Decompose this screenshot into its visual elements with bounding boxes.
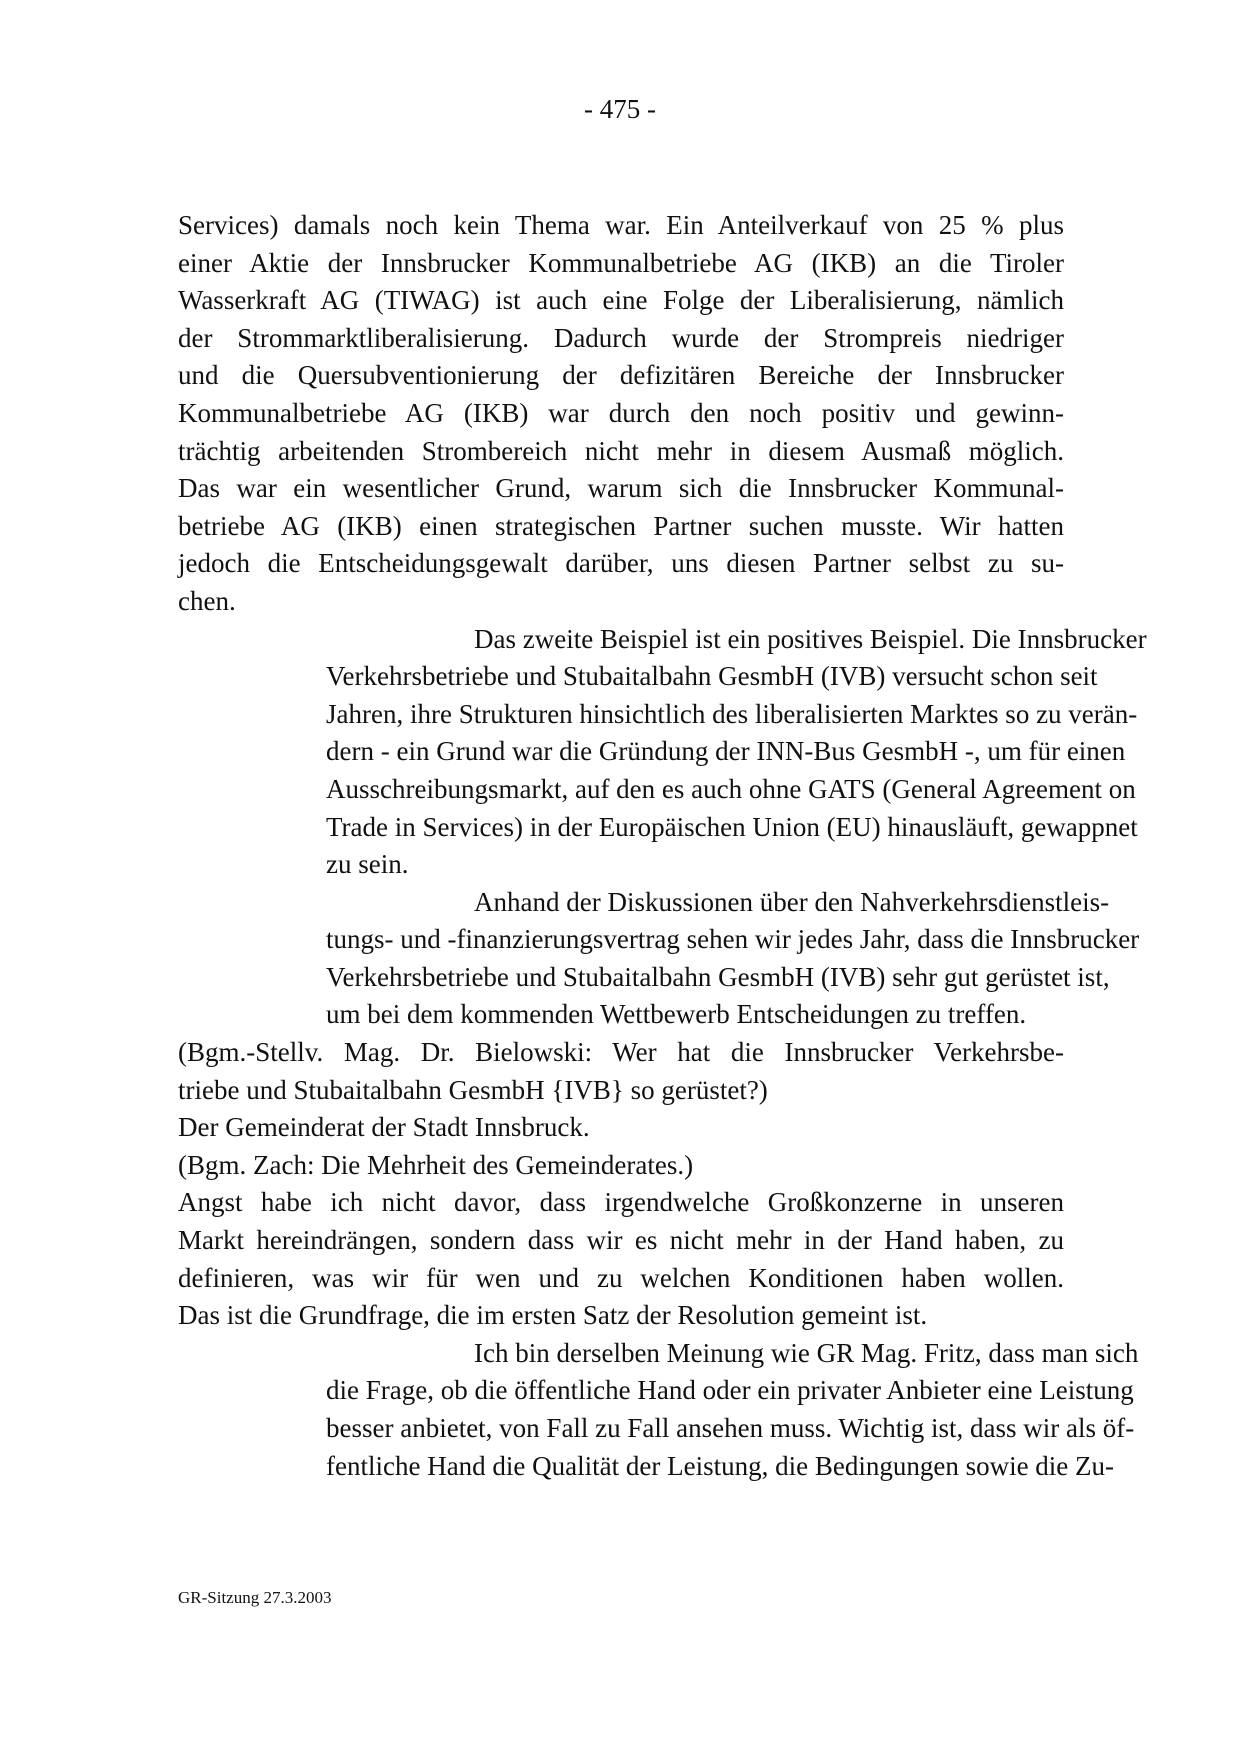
text-line: um bei dem kommenden Wettbewerb Entscheidungen zu treffen. xyxy=(326,999,1027,1030)
text-line: einer Aktie der Innsbrucker Kommunalbetriebe AG (IKB) an die Tiroler xyxy=(178,247,1064,278)
text-line: Der Gemeinderat der Stadt Innsbruck. xyxy=(178,1112,590,1143)
text-line: Das zweite Beispiel ist ein positives Beispiel. Die Innsbrucker xyxy=(474,623,1147,654)
text-line: Ich bin derselben Meinung wie GR Mag. Fritz, dass man sich xyxy=(474,1337,1139,1368)
text-line: die Frage, ob die öffentliche Hand oder ein privater Anbieter eine Leistung xyxy=(326,1375,1134,1406)
text-line: Verkehrsbetriebe und Stubaitalbahn GesmbH (IVB) sehr gut gerüstet ist, xyxy=(326,961,1110,992)
text-line: triebe und Stubaitalbahn GesmbH {IVB} so gerüstet?) xyxy=(178,1074,768,1105)
paragraph xyxy=(178,1034,1064,1109)
text-line: jedoch die Entscheidungsgewalt darüber, uns diesen Partner selbst zu su- xyxy=(178,548,1064,579)
text-line: Anhand der Diskussionen über den Nahverkehrsdienstleis- xyxy=(474,886,1110,917)
text-line: trächtig arbeitenden Strombereich nicht mehr in diesem Ausmaß möglich. xyxy=(178,435,1064,466)
text-line: der Strommarktliberalisierung. Dadurch wurde der Strompreis niedriger xyxy=(178,322,1064,353)
body-text xyxy=(178,207,1147,1485)
text-line: zu sein. xyxy=(326,849,409,880)
text-line: Markt hereindrängen, sondern dass wir es nicht mehr in der Hand haben, zu xyxy=(178,1225,1064,1256)
text-line: Ausschreibungsmarkt, auf den es auch ohne GATS (General Agreement on xyxy=(326,773,1136,804)
text-line: chen. xyxy=(178,585,236,616)
text-line: tungs- und -finanzierungsvertrag sehen wir jedes Jahr, dass die Innsbrucker xyxy=(326,924,1140,955)
text-line: Das war ein wesentlicher Grund, warum sich die Innsbrucker Kommunal- xyxy=(178,473,1064,504)
text-line: betriebe AG (IKB) einen strategischen Partner suchen musste. Wir hatten xyxy=(178,510,1064,541)
paragraph xyxy=(178,884,1140,1034)
text-line: Verkehrsbetriebe und Stubaitalbahn GesmbH (IVB) versucht schon seit xyxy=(326,661,1098,692)
paragraph xyxy=(178,621,1147,884)
paragraph xyxy=(178,1335,1139,1485)
text-line: Trade in Services) in der Europäischen Union (EU) hinausläuft, gewappnet xyxy=(326,811,1138,842)
text-line: dern - ein Grund war die Gründung der INN-Bus GesmbH -, um für einen xyxy=(326,736,1126,767)
text-line: (Bgm. Zach: Die Mehrheit des Gemeinderates.) xyxy=(178,1149,694,1180)
text-line: und die Quersubventionierung der defizitären Bereiche der Innsbrucker xyxy=(178,360,1064,391)
text-line: definieren, was wir für wen und zu welchen Konditionen haben wollen. xyxy=(178,1262,1064,1293)
text-line: Das ist die Grundfrage, die im ersten Satz der Resolution gemeint ist. xyxy=(178,1300,928,1331)
text-line: Jahren, ihre Strukturen hinsichtlich des liberalisierten Marktes so zu verän- xyxy=(326,698,1138,729)
footer-session-date: GR-Sitzung 27.3.2003 xyxy=(178,1588,332,1607)
paragraph xyxy=(178,1147,1064,1185)
paragraph xyxy=(178,207,1064,621)
text-line: Angst habe ich nicht davor, dass irgendwelche Großkonzerne in unseren xyxy=(178,1187,1064,1218)
page-number: - 475 - xyxy=(584,94,656,124)
paragraph xyxy=(178,1184,1064,1334)
text-line: besser anbietet, von Fall zu Fall ansehen muss. Wichtig ist, dass wir als öf- xyxy=(326,1413,1135,1443)
text-line: (Bgm.-Stellv. Mag. Dr. Bielowski: Wer hat die Innsbrucker Verkehrsbe- xyxy=(178,1037,1064,1068)
paragraph xyxy=(178,1109,1064,1147)
text-line: Services) damals noch kein Thema war. Ein Anteilverkauf von 25 % plus xyxy=(178,210,1064,240)
text-line: fentliche Hand die Qualität der Leistung, die Bedingungen sowie die Zu- xyxy=(326,1450,1115,1481)
text-line: Wasserkraft AG (TIWAG) ist auch eine Folge der Liberalisierung, nämlich xyxy=(178,285,1064,316)
text-line: Kommunalbetriebe AG (IKB) war durch den noch positiv und gewinn- xyxy=(178,397,1064,428)
